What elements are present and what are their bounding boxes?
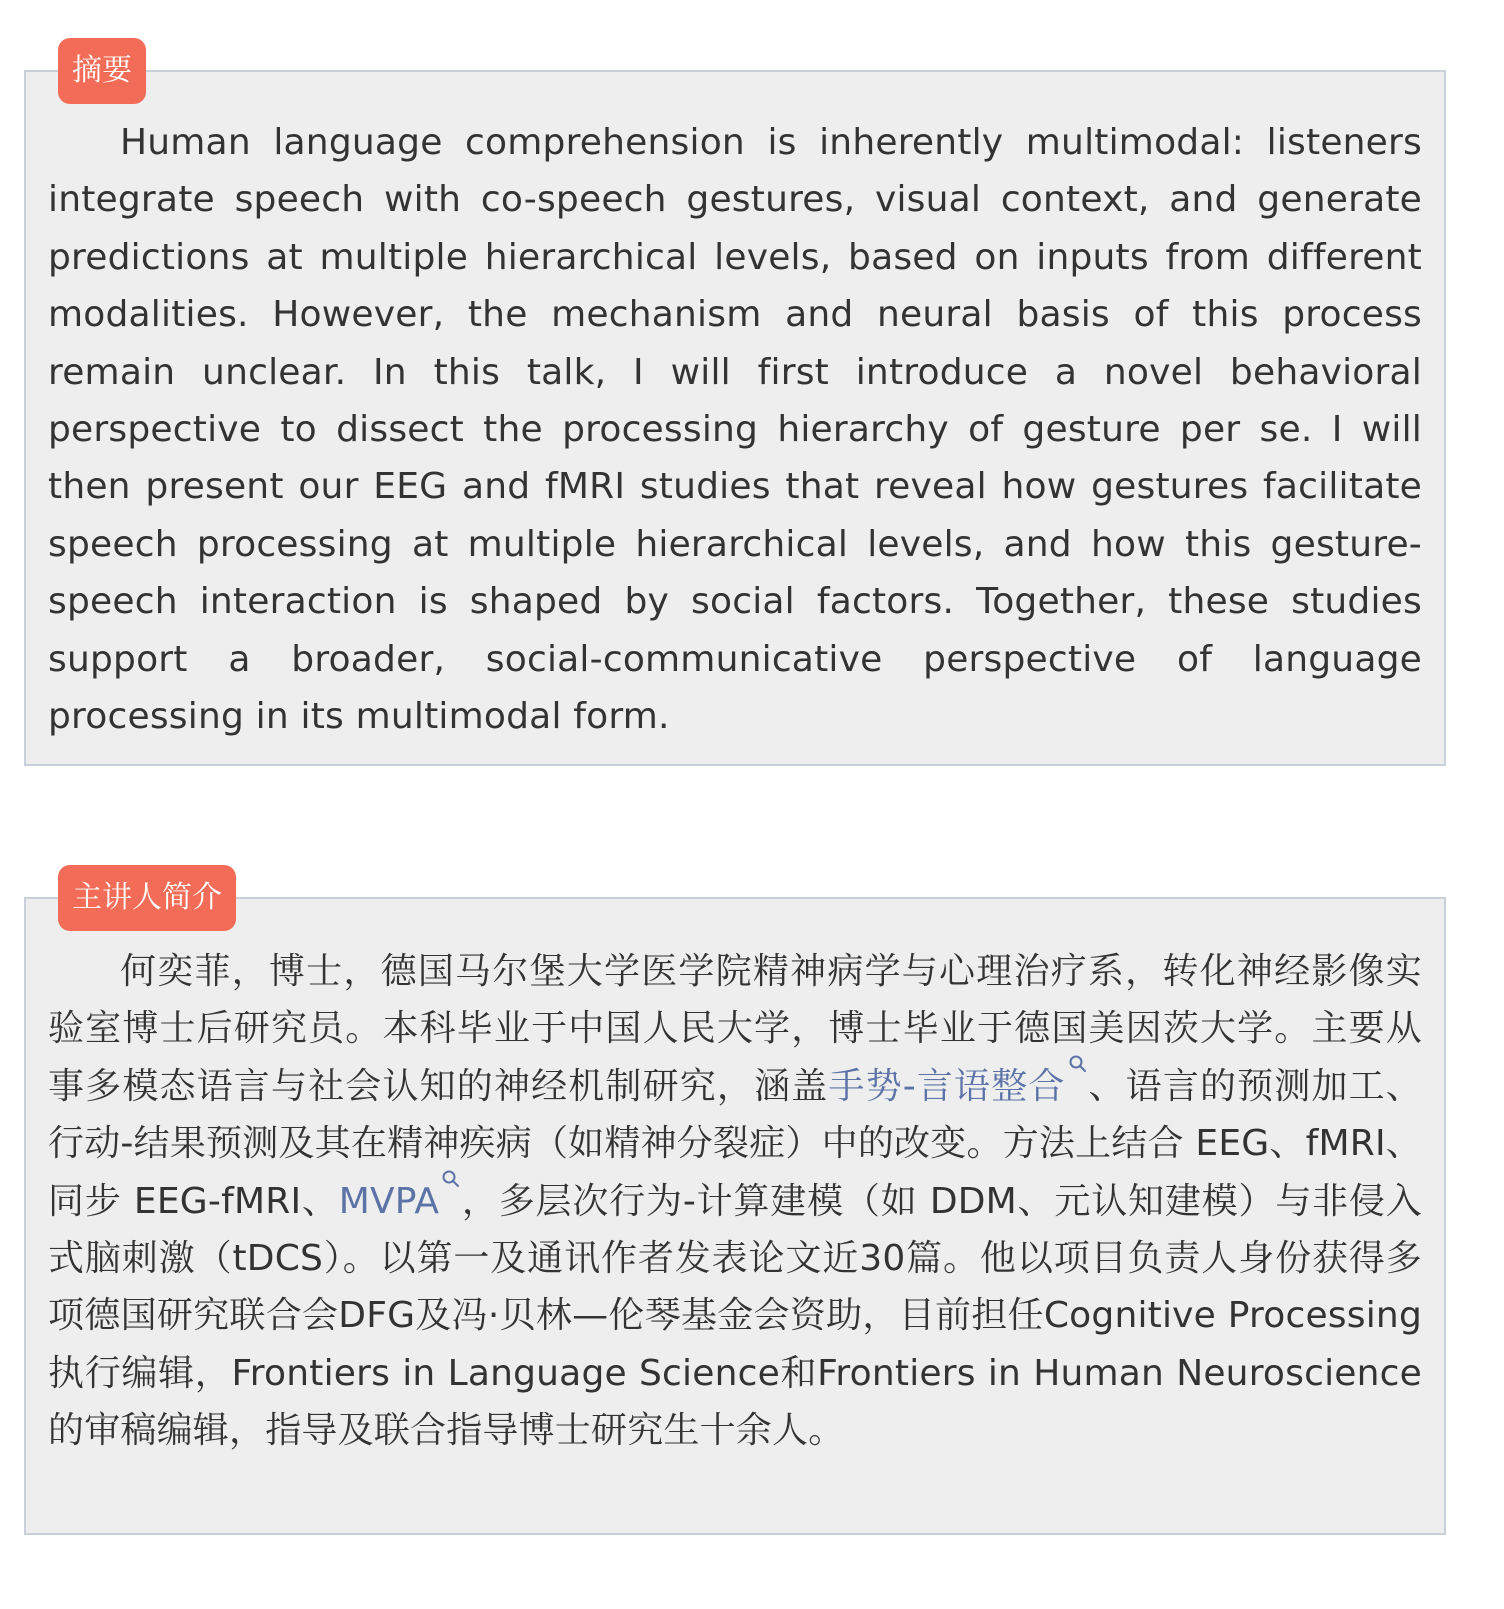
gesture-speech-integration-link[interactable] [828,1066,1087,1107]
bio-text-part-3: ，多层次行为-计算建模（如 DDM、元认知建模）与非侵入式脑刺激（tDCS）。以第一及通讯作者发表论文近30篇。他以项目负责人身份获得多项德国研究联合会DFG及冯·贝林—伦琴基金会资助，目前担任Cognitive Processing执行编辑，Frontiers in Language Science和Frontiers in Human Neuroscience的审稿编辑，指导及联合指导博士研究生十余人。 [48,1180,1422,1452]
speaker-bio-text [48,943,1422,1460]
abstract-section [24,53,1446,766]
bio-text-part-2: 、语言的预测加工、行动-结果预测及其在精神疾病（如精神分裂症）中的改变。方法上结合 EEG、fMRI、同步 EEG-fMRI、 [48,1065,1422,1222]
mvpa-link[interactable] [339,1181,462,1222]
mvpa-link-label: MVPA [338,1180,440,1222]
speaker-bio-tag: 主讲人简介 [58,865,236,931]
abstract-tag: 摘要 [58,38,146,104]
speaker-bio-section [24,880,1446,1535]
abstract-text: Human language comprehension is inherently multimodal: listeners integrate speech with co-speech gestures, visual context, and generate predictions at multiple hierarchical levels, based on inputs from different modalities. However, the mechanism and neural basis of this process remain unclear. In this talk, I will first introduce a novel behavioral perspective to dissect the processing hierarchy of gesture per se. I will then present our EEG and fMRI studies that reveal how gestures facilitate speech processing at multiple hierarchical levels, and how this gesture-speech interaction is shaped by social factors. Together, these studies support a broader, social-communicative perspective of language processing in its multimodal form. [48,122,1422,738]
gesture-speech-integration-link-label: 手势-言语整合 [828,1065,1066,1107]
search-icon [441,1169,461,1193]
search-icon [1068,1054,1088,1078]
bio-text-part-1: 何奕菲，博士，德国马尔堡大学医学院精神病学与心理治疗系，转化神经影像实验室博士后研究员。本科毕业于中国人民大学，博士毕业于德国美因茨大学。主要从事多模态语言与社会认知的神经机制研究，涵盖 [48,951,1422,1107]
